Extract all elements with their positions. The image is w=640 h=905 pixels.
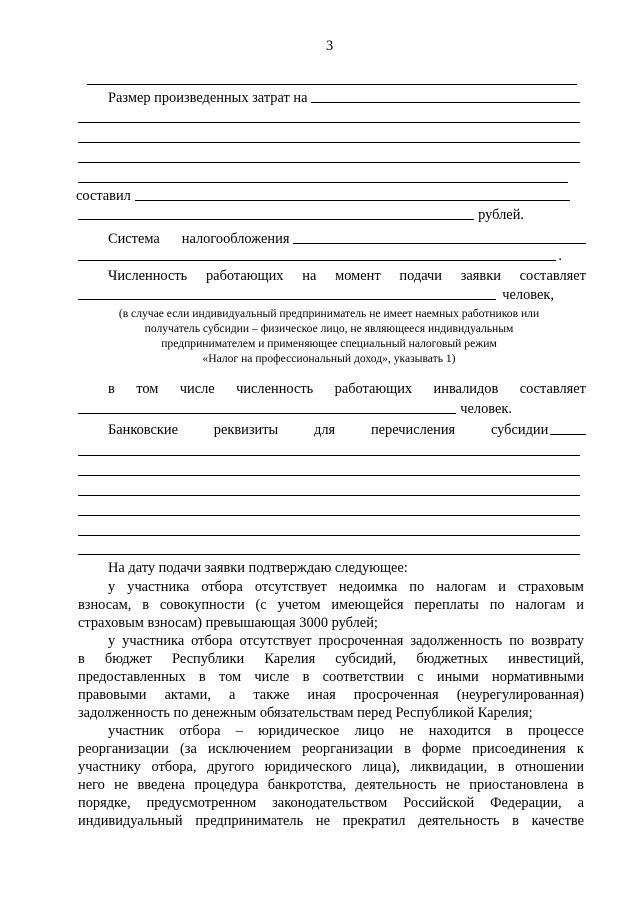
blank-line[interactable]	[78, 535, 580, 536]
tax-row	[108, 230, 586, 248]
blank-line[interactable]	[78, 182, 568, 183]
emp-w5: подачи	[399, 268, 442, 284]
amount-label: составил	[76, 188, 131, 204]
blank-line[interactable]	[78, 515, 580, 516]
bank-w3: для	[314, 422, 336, 438]
blank-line[interactable]	[78, 554, 580, 555]
disabled-row	[108, 380, 586, 398]
emp-w4: момент	[335, 268, 381, 284]
persons-row-1	[78, 286, 554, 304]
p3-line: порядке, предусмотренном законодательством Российской Федерации, а	[78, 795, 584, 811]
persons-row-2	[78, 400, 512, 418]
costs-label: Размер произведенных затрат на	[108, 90, 308, 106]
emp-w7: составляет	[519, 268, 586, 284]
bank-w4: перечисления	[370, 422, 456, 438]
tax-input-line-2[interactable]	[78, 247, 556, 261]
costs-row	[108, 89, 580, 107]
p2-line: правовыми актами, а также иная просроченная (неурегулированная)	[78, 687, 584, 703]
p3-line: него не введена процедура банкротства, деятельность не приостановлена в	[78, 777, 584, 793]
blank-line[interactable]	[78, 162, 580, 163]
blank-line[interactable]	[78, 455, 580, 456]
bank-row	[108, 421, 586, 439]
blank-line[interactable]	[78, 495, 580, 496]
bank-last	[491, 421, 586, 439]
bank-input-line[interactable]	[550, 421, 586, 435]
p1-line: взносам, в совокупности (с учетом имеющейся переплаты по налогам и	[78, 597, 584, 613]
costs-input-line[interactable]	[311, 89, 580, 103]
dis-w4: численность	[236, 381, 314, 397]
bank-w1: Банковские	[108, 422, 178, 438]
blank-line	[87, 84, 577, 85]
blank-line[interactable]	[78, 122, 580, 123]
tax-word-1: Система	[108, 231, 160, 247]
p2-line: задолженность по денежным обязательствам перед Республикой Карелия;	[78, 705, 533, 721]
amount-input-line[interactable]	[135, 187, 570, 201]
note-line: «Налог на профессиональный доход», указывать 1)	[202, 352, 456, 365]
p1-line: у участника отбора отсутствует недоимка по налогам и страховым	[108, 579, 584, 595]
emp-w1: Численность	[108, 268, 188, 284]
dis-w2: том	[136, 381, 159, 397]
p3-line: реорганизации (за исключением реорганизации в форме присоединения к	[78, 741, 584, 757]
emp-w3: на	[302, 268, 317, 284]
p2-line: у участника отбора отсутствует просроченная задолженность по возврату	[108, 633, 584, 649]
p2-line: в бюджет Республики Карелия субсидий, бюджетных инвестиций,	[78, 651, 584, 667]
blank-line[interactable]	[78, 142, 580, 143]
rubles-row	[78, 206, 524, 224]
p2-line: предоставленных в том числе в соответствии с иными нормативными	[78, 669, 584, 685]
confirm-header: На дату подачи заявки подтверждаю следующее:	[108, 560, 408, 576]
emp-w2: работающих	[205, 268, 284, 284]
p3-line: участнику отбора, другого юридического лица), ликвидации, в отношении	[78, 759, 584, 775]
employees-input-line[interactable]	[78, 286, 496, 300]
persons-suffix-2: человек.	[460, 401, 512, 417]
p3-line: индивидуальный предприниматель не прекратил деятельность в качестве	[78, 813, 584, 829]
amount-row	[76, 187, 570, 205]
note-line: (в случае если индивидуальный предприниматель не имеет наемных работников или	[118, 307, 540, 320]
tax-end: .	[558, 248, 562, 264]
page-number: 3	[326, 38, 334, 54]
tax-input-line[interactable]	[293, 230, 586, 244]
note-line: получатель субсидии – физическое лицо, не являющееся индивидуальным	[144, 322, 514, 335]
rubles-suffix: рублей.	[478, 207, 524, 223]
dis-w6: инвалидов	[433, 381, 499, 397]
dis-w5: работающих	[334, 381, 413, 397]
tax-word-2: налогообложения	[181, 231, 290, 247]
blank-line[interactable]	[78, 475, 580, 476]
disabled-input-line[interactable]	[78, 400, 456, 414]
employees-row	[108, 267, 586, 285]
rubles-input-line[interactable]	[78, 206, 474, 220]
dis-w3: числе	[179, 381, 215, 397]
persons-suffix-1: человек,	[502, 287, 554, 303]
tax-row-2	[78, 247, 562, 265]
bank-w2: реквизиты	[213, 422, 279, 438]
bank-w5: субсидии	[490, 422, 549, 438]
p3-line: участник отбора – юридическое лицо не находится в процессе	[108, 723, 584, 739]
dis-w1: в	[108, 381, 115, 397]
p1-line: страховым взносам) превышающая 3000 рублей;	[78, 615, 378, 631]
emp-w6: заявки	[460, 268, 501, 284]
note-line: предпринимателем и применяющее специальный налоговый режим	[161, 337, 497, 350]
dis-w7: составляет	[519, 381, 586, 397]
